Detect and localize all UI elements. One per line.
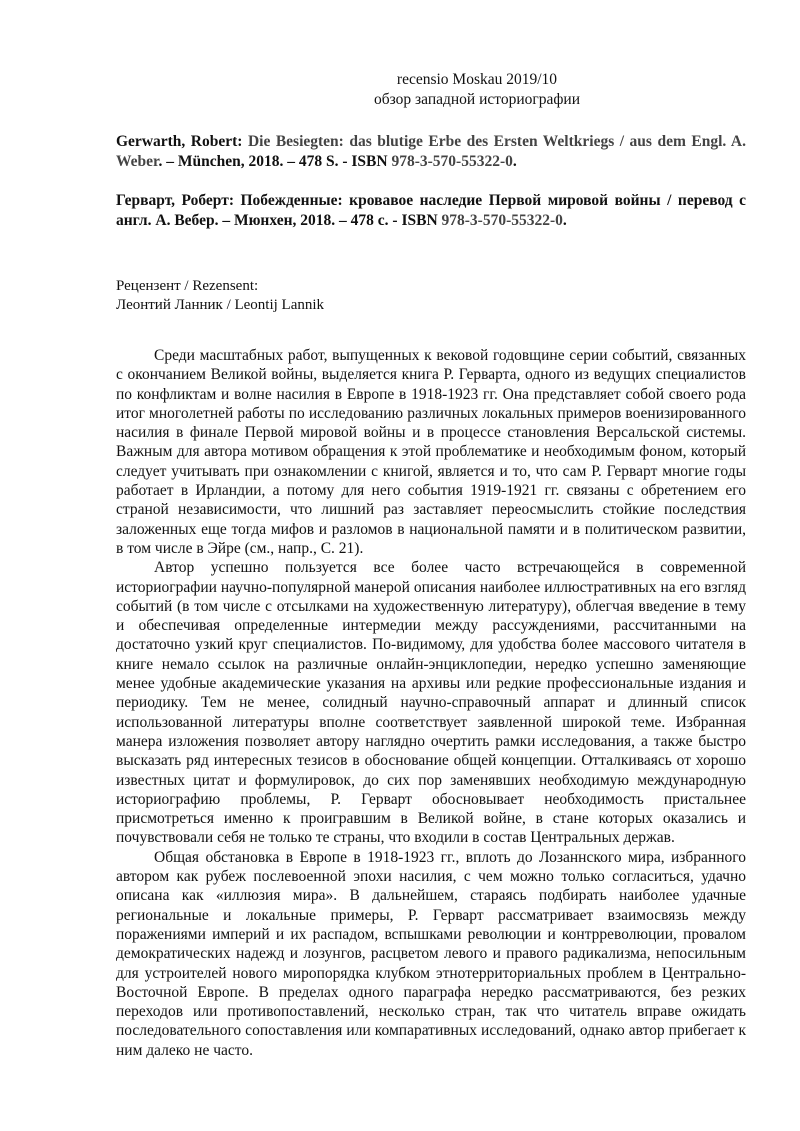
reviewer-label: Рецензент / Rezensent: — [116, 278, 259, 294]
translated-entry-text: Герварт, Роберт: Побежденные: кровавое наследие Первой мировой войны / перевод с англ. А. Вебер. – Мюнхен, 2018. – 478 с. - ISBN — [116, 192, 746, 229]
author-name: Gerwarth, Robert: — [116, 133, 248, 150]
journal-name: recensio Moskau 2019/10 — [396, 71, 558, 88]
book-title: Die Besiegten: das blutige Erbe des Ersten Weltkriegs / aus dem Engl. A. Weber — [116, 133, 746, 170]
entry-end: . — [512, 153, 517, 170]
review-body — [116, 346, 746, 1060]
paragraph-1: Среди масштабных работ, выпущенных к вековой годовщине серии событий, связанных с окончанием Великой войны, выделяется книга Р. Герварта, одного из ведущих специалистов по конфликтам и волне насилия в Европе в 1918-1923 гг. Она представляет собой своего рода итог многолетней работы по исследованию различных локальных примеров военизированного насилия в финале Первой мировой войны и в процессе становления Версальской системы. Важным для автора мотивом обращения к этой проблематике и необходимым фоном, который следует учитывать при ознакомлении с книгой, является и то, что сам Р. Герварт многие годы работает в Ирландии, а потому для него события 1919-1921 гг. связаны с обретением его страной независимости, что лишний раз заставляет переосмыслить стойкие последствия заложенных еще тогда мифов и разломов в национальной памяти и в политическом развитии, в том числе в Эйре (см., напр., С. 21). — [116, 347, 746, 557]
isbn: 978-3-570-55322-0 — [391, 153, 513, 170]
document-header — [116, 70, 746, 110]
bibliographic-entry-original — [116, 132, 746, 172]
entry-end-translation: . — [562, 212, 567, 229]
journal-section: обзор западной историографии — [373, 91, 581, 108]
imprint: . – München, 2018. – 478 S. - ISBN — [158, 153, 392, 170]
bibliographic-entry-translation — [116, 191, 746, 231]
paragraph-3: Общая обстановка в Европе в 1918-1923 гг., вплоть до Лозаннского мира, избранного автором как рубеж послевоенной эпохи насилия, с чем можно только согласиться, удачно описана как «иллюзия мира». В дальнейшем, стараясь подбирать наиболее удачные региональные и локальные примеры, Р. Герварт рассматривает взаимосвязь между поражениями империй и их распадом, вспышками революции и контрреволюции, провалом демократических надежд и лозунгов, расцветом левого и правого радикализма, непосильным для устроителей нового миропорядка клубком этнотерриториальных проблем в Центрально-Восточной Европе. В пределах одного параграфа нередко рассматриваются, без резких переходов или противопоставлений, несколько стран, так что читатель вправе ожидать последовательного сопоставления или компаративных исследований, однако автор прибегает к ним далеко не часто. — [116, 848, 746, 1059]
paragraph-2: Автор успешно пользуется все более часто встречающейся в современной историографии научно-популярной манерой описания наиболее иллюстративных на его взгляд событий (в том числе с отсылками на художественную литературу), облегчая введение в тему и обеспечивая определенные интермедии между рассуждениями, рассчитанными на достаточно узкий круг специалистов. По-видимому, для удобства более массового читателя в книге немало ссылок на различные онлайн-энциклопедии, нередко успешно заменяющие менее удобные академические указания на архивы или редкие профессиональные издания и периодику. Тем не менее, солидный научно-справочный аппарат и длинный список использованной литературы вполне соответствует заявленной широкой теме. Избранная манера изложения позволяет автору наглядно очертить рамки исследования, а также быстро высказать ряд интересных тезисов в обоснование общей концепции. Отталкиваясь от хорошо известных цитат и формулировок, до сих пор заменявших необходимую международную историографию проблемы, Р. Герварт обосновывает необходимость пристальнее присмотреться именно к проигравшим в Великой войне, в стане которых оказались и почувствовали себя не только те страны, что входили в состав Центральных держав. — [116, 559, 746, 847]
isbn-translation: 978-3-570-55322-0 — [441, 212, 563, 229]
reviewer-block — [116, 277, 746, 315]
reviewer-name: Леонтий Ланник / Leontij Lannik — [116, 297, 325, 313]
document-page — [116, 70, 746, 1060]
